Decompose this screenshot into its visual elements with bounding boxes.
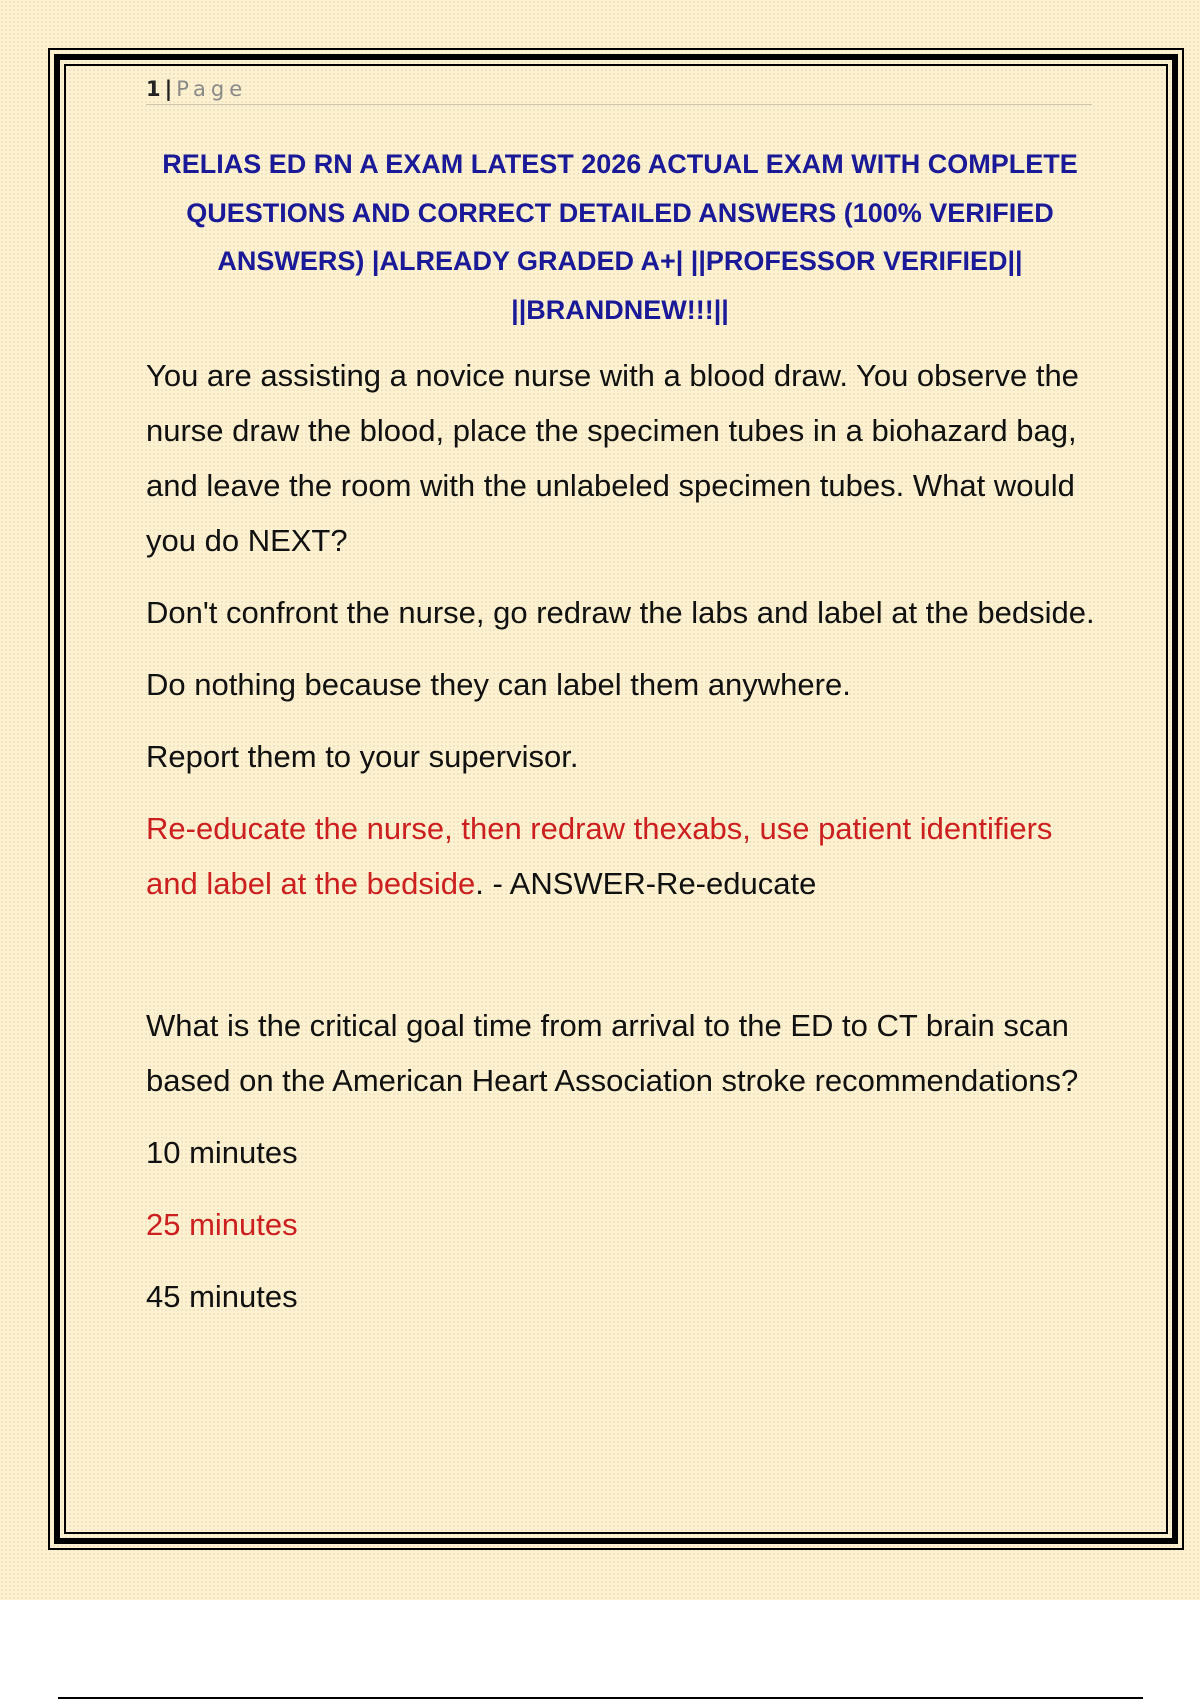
question-text: What is the critical goal time from arrival to the ED to CT brain scan based on the American Heart Association stroke recommendations? xyxy=(146,1008,1079,1098)
page-header xyxy=(146,74,1092,105)
correct-answer: Re-educate the nurse, then redraw thexabs, use patient identifiers and label at the bedside xyxy=(146,811,1053,901)
answer-option: Don't confront the nurse, go redraw the labs and label at the bedside. xyxy=(146,595,1095,630)
correct-answer-line xyxy=(146,801,1106,911)
next-page-top-rule xyxy=(58,1697,1143,1699)
answer-option: Report them to your supervisor. xyxy=(146,739,579,774)
answer-option: 45 minutes xyxy=(146,1279,298,1314)
correct-answer: 25 minutes xyxy=(146,1207,298,1242)
page-label: Page xyxy=(176,77,248,101)
question-text: You are assisting a novice nurse with a blood draw. You observe the nurse draw the blood, place the specimen tubes in a biohazard bag, and leave the room with the unlabeled specimen tubes. What would you do NEXT? xyxy=(146,358,1079,558)
header-separator: | xyxy=(164,77,173,101)
page-number: 1 xyxy=(146,77,161,101)
answer-option: 10 minutes xyxy=(146,1135,298,1170)
document-title: RELIAS ED RN A EXAM LATEST 2026 ACTUAL EXAM WITH COMPLETE QUESTIONS AND CORRECT DETAILED ANSWERS (100% VERIFIED ANSWERS) |ALREADY GRADED A+| ||PROFESSOR VERIFIED|| ||BRANDNEW!!!|| xyxy=(162,149,1078,325)
document-body xyxy=(146,348,1106,1324)
answer-key: . - ANSWER-Re-educate xyxy=(475,866,817,901)
answer-option: Do nothing because they can label them anywhere. xyxy=(146,667,851,702)
